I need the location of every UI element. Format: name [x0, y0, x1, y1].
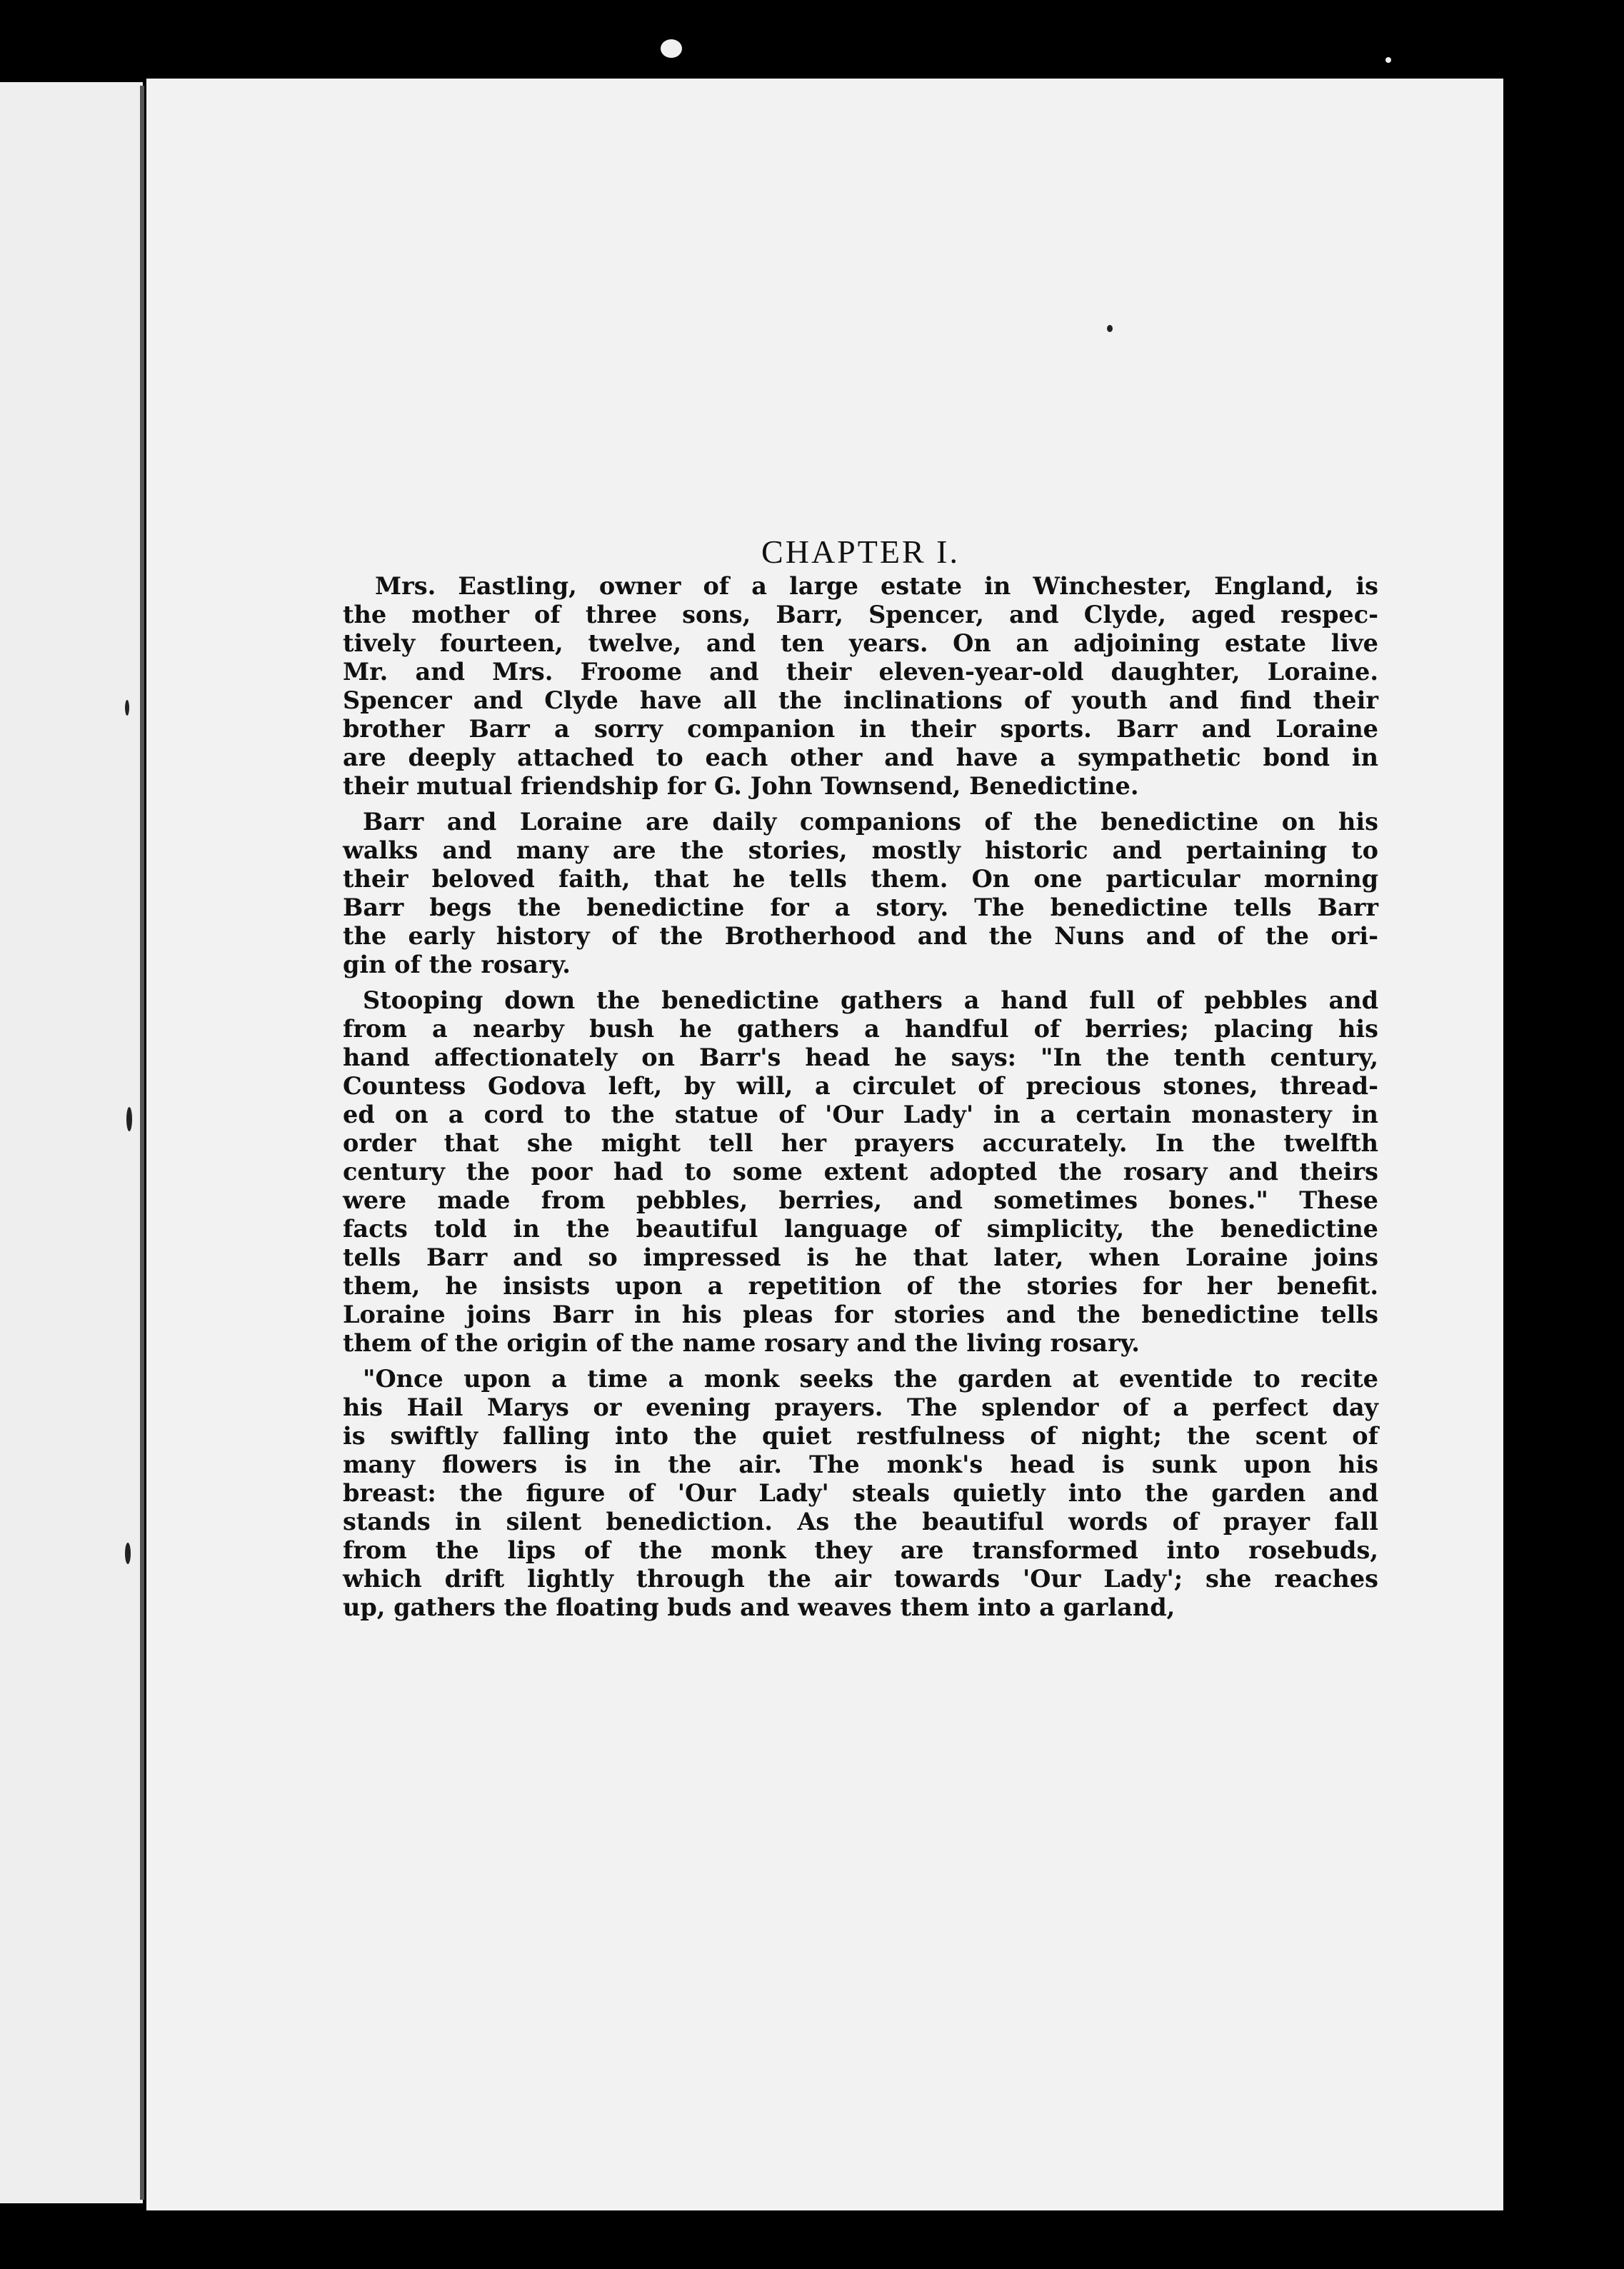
- text-line: the mother of three sons, Barr, Spencer, and Clyde, aged respec-: [343, 601, 1378, 628]
- paragraph: [343, 808, 1378, 979]
- dust-speck: [125, 1543, 131, 1564]
- text-line: is swiftly falling into the quiet restfulness of night; the scent of: [343, 1422, 1378, 1450]
- paragraph-list: [343, 572, 1378, 1622]
- text-line: brother Barr a sorry companion in their sports. Barr and Loraine: [343, 715, 1378, 743]
- text-line: Mr. and Mrs. Froome and their eleven-year-old daughter, Loraine.: [343, 658, 1378, 686]
- paragraph: [343, 1365, 1378, 1622]
- text-line: century the poor had to some extent adopted the rosary and theirs: [343, 1158, 1378, 1186]
- text-line: Barr begs the benedictine for a story. The benedictine tells Barr: [343, 893, 1378, 921]
- text-line: hand affectionately on Barr's head he says: "In the tenth century,: [343, 1043, 1378, 1071]
- text-line: Mrs. Eastling, owner of a large estate in Winchester, England, is: [375, 572, 1378, 600]
- text-line: tells Barr and so impressed is he that later, when Loraine joins: [343, 1243, 1378, 1271]
- text-line: were made from pebbles, berries, and sometimes bones." These: [343, 1186, 1378, 1214]
- text-line: which drift lightly through the air towards 'Our Lady'; she reaches: [343, 1565, 1378, 1593]
- text-line: them of the origin of the name rosary and the living rosary.: [343, 1329, 1140, 1357]
- text-line: Loraine joins Barr in his pleas for stories and the benedictine tells: [343, 1301, 1378, 1328]
- text-line: gin of the rosary.: [343, 951, 571, 978]
- text-line: Countess Godova left, by will, a circulet of precious stones, thread-: [343, 1072, 1378, 1100]
- text-line: "Once upon a time a monk seeks the garden at eventide to recite: [363, 1365, 1378, 1393]
- text-line: his Hail Marys or evening prayers. The splendor of a perfect day: [343, 1393, 1378, 1421]
- dust-speck: [1107, 325, 1113, 332]
- text-line: ed on a cord to the statue of 'Our Lady' in a certain monastery in: [343, 1101, 1378, 1128]
- dust-speck: [661, 39, 682, 58]
- dust-speck: [126, 1107, 132, 1131]
- paragraph: [343, 986, 1378, 1358]
- text-line: Barr and Loraine are daily companions of the benedictine on his: [363, 808, 1378, 836]
- text-line: breast: the figure of 'Our Lady' steals quietly into the garden and: [343, 1479, 1378, 1507]
- text-line: from the lips of the monk they are transformed into rosebuds,: [343, 1536, 1378, 1564]
- text-line: Stooping down the benedictine gathers a hand full of pebbles and: [363, 986, 1378, 1014]
- chapter-text: [343, 532, 1378, 1622]
- text-line: tively fourteen, twelve, and ten years. On an adjoining estate live: [343, 629, 1378, 657]
- text-line: are deeply attached to each other and have a sympathetic bond in: [343, 743, 1378, 771]
- text-line: stands in silent benediction. As the beautiful words of prayer fall: [343, 1508, 1378, 1536]
- text-line: their mutual friendship for G. John Townsend, Benedictine.: [343, 772, 1139, 800]
- text-line: their beloved faith, that he tells them. On one particular morning: [343, 865, 1378, 893]
- text-line: them, he insists upon a repetition of the stories for her benefit.: [343, 1272, 1378, 1300]
- dust-speck: [125, 700, 129, 716]
- chapter-title: CHAPTER I.: [761, 534, 960, 570]
- text-line: Spencer and Clyde have all the inclinations of youth and find their: [343, 686, 1378, 714]
- adjacent-page-edge: [0, 82, 143, 2203]
- page-fold-shadow: [140, 86, 144, 2200]
- text-line: walks and many are the stories, mostly historic and pertaining to: [343, 836, 1378, 864]
- text-line: up, gathers the floating buds and weaves them into a garland,: [343, 1593, 1176, 1621]
- text-line: order that she might tell her prayers accurately. In the twelfth: [343, 1129, 1378, 1157]
- text-line: facts told in the beautiful language of simplicity, the benedictine: [343, 1215, 1378, 1243]
- dust-speck: [1385, 57, 1391, 63]
- text-line: the early history of the Brotherhood and the Nuns and of the ori-: [343, 922, 1378, 950]
- text-line: from a nearby bush he gathers a handful of berries; placing his: [343, 1015, 1378, 1043]
- text-line: many flowers is in the air. The monk's head is sunk upon his: [343, 1451, 1378, 1478]
- paragraph: [343, 572, 1378, 801]
